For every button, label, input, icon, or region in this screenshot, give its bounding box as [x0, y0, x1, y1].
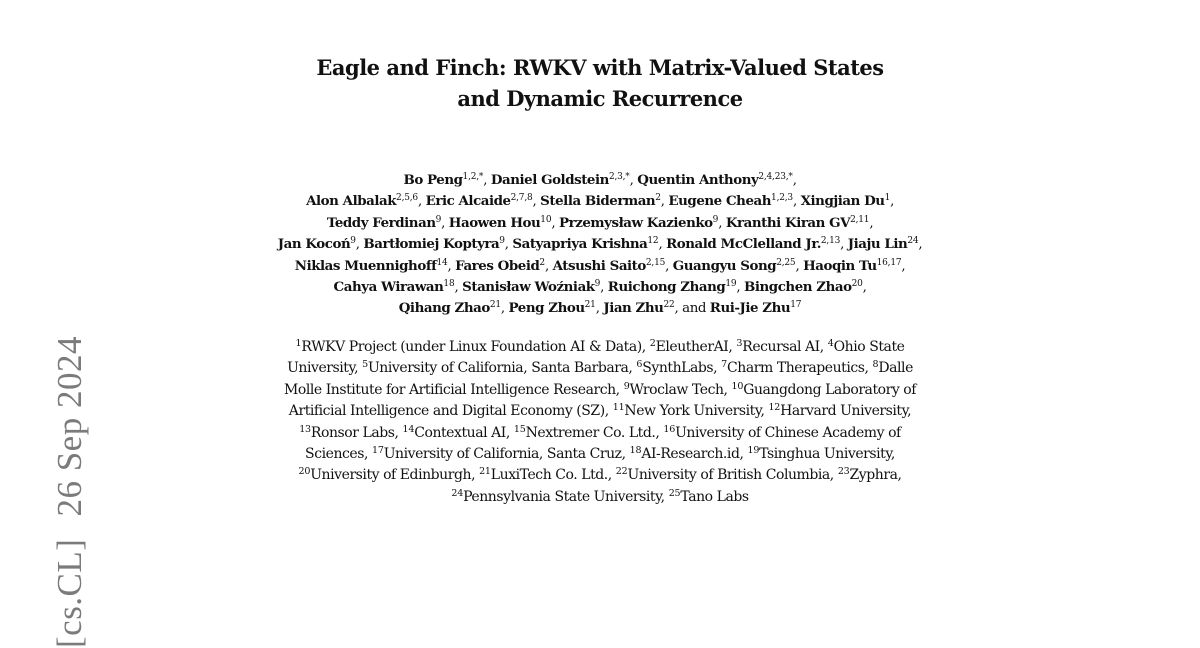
arxiv-date: 26 Sep 2024 — [50, 336, 89, 517]
affiliation-text: Molle Institute for Artificial Intelligence Research, — [283, 381, 624, 398]
affiliation-text: University of Chinese Academy of — [675, 424, 901, 441]
author-line: Niklas Muennighoff$^{14}$, Fares Obeid$^2$, Atsushi Saito$^{2,15}$, Guangyu Song$^{2,25}$, Haoqin Tu$^{16,17}$, — [294, 257, 906, 274]
author-affiliation-marker: 9 — [435, 214, 442, 225]
author-affiliation-marker: 2 — [539, 257, 545, 268]
author-affiliation-marker: 2,11 — [850, 214, 870, 225]
affiliation-number: 15 — [513, 423, 526, 435]
author-name: Niklas Muennighoff — [294, 257, 437, 274]
author-affiliation-marker: 9 — [350, 236, 356, 247]
author-name: Guangyu Song — [672, 257, 777, 274]
affiliation-number: 2 — [649, 338, 656, 349]
affiliation-text: Pennsylvania State University, — [463, 488, 669, 505]
affiliation-number: 6 — [636, 359, 643, 371]
affiliation-line — [180, 337, 1020, 358]
affiliation-number: 19 — [747, 445, 760, 457]
paper-title-line-2: and Dynamic Recurrence — [457, 86, 743, 111]
author-name: Quentin Anthony — [637, 172, 759, 188]
author-line: Jan Kocoń$^9$, Bartłomiej Koptyra$^9$, Satyapriya Krishna$^{12}$, Ronald McClelland Jr.$^{2,13}$, Jiaju Lin$^{24}$, — [277, 236, 923, 253]
author-name: Alon Albalak — [306, 193, 397, 210]
affiliation-text: Artificial Intelligence and Digital Economy (SZ), — [288, 403, 613, 420]
affiliation-text: Tsinghua University, — [759, 446, 895, 463]
affiliation-number: 11 — [612, 402, 625, 414]
author-name: Jan Kocoń — [277, 236, 351, 253]
affiliation-text: Wroclaw Tech, — [629, 381, 732, 398]
paper-title-line-1: Eagle and Finch: RWKV with Matrix-Valued States — [316, 55, 884, 80]
affiliation-text: University of Edinburgh, — [310, 467, 480, 484]
author-list — [180, 170, 1020, 320]
affiliation-number: 16 — [663, 423, 676, 435]
affiliation-text: University of British Columbia, — [627, 467, 838, 484]
author-affiliation-marker: 14 — [436, 257, 448, 268]
affiliation-line — [180, 423, 1020, 444]
affiliation-list — [180, 337, 1020, 508]
affiliation-line — [180, 380, 1020, 401]
author-name: Rui-Jie Zhu — [709, 300, 791, 317]
affiliation-text: Sciences, — [305, 446, 372, 463]
author-name: Jiaju Lin — [847, 236, 908, 253]
author-affiliation-marker: 10 — [540, 214, 552, 225]
affiliation-number: 24 — [451, 487, 464, 499]
author-affiliation-marker: 22 — [663, 300, 675, 311]
affiliation-number: 5 — [362, 359, 368, 371]
affiliation-number: 12 — [768, 402, 781, 414]
affiliation-number: 13 — [299, 423, 311, 435]
author-name: Jian Zhu — [603, 300, 664, 317]
author-line: Bo Peng$^{1,2,*}$, Daniel Goldstein$^{2,3,*}$, Quentin Anthony$^{2,4,23,*}$, — [403, 172, 797, 188]
author-name: Daniel Goldstein — [490, 172, 609, 188]
arxiv-sidebar-stamp — [50, 336, 90, 648]
affiliation-line — [180, 465, 1020, 486]
affiliation-number: 25 — [668, 487, 681, 499]
affiliation-number: 10 — [731, 380, 744, 392]
author-line: Qihang Zhao$^{21}$, Peng Zhou$^{21}$, Jian Zhu$^{22}$, and Rui-Jie Zhu$^{17}$ — [398, 300, 802, 317]
arxiv-category: [cs.CL] — [50, 538, 89, 648]
affiliation-number: 18 — [629, 445, 642, 457]
author-line: Cahya Wirawan$^{18}$, Stanisław Woźniak$^9$, Ruichong Zhang$^{19}$, Bingchen Zhao$^{20}$, — [333, 279, 867, 296]
author-affiliation-marker: 17 — [790, 300, 802, 311]
author-name: Bingchen Zhao — [744, 279, 852, 296]
affiliation-text: Ohio State — [833, 339, 905, 355]
author-affiliation-marker: 9 — [712, 214, 719, 225]
author-name: Bo Peng — [403, 172, 463, 188]
author-name: Bartłomiej Koptyra — [363, 236, 500, 253]
affiliation-number: 3 — [736, 338, 743, 349]
author-affiliation-marker: 2,13 — [820, 236, 841, 247]
author-name: Eric Alcaide — [425, 193, 511, 210]
author-affiliation-marker: 2,3,* — [608, 172, 630, 182]
affiliation-text: Ronsor Labs, — [310, 424, 403, 441]
paper-title — [200, 52, 1000, 114]
author-name: Ronald McClelland Jr. — [666, 236, 821, 253]
affiliation-text: Charm Therapeutics, — [727, 360, 873, 377]
affiliation-number: 4 — [827, 338, 834, 349]
affiliation-text: Contextual AI, — [414, 424, 514, 441]
affiliation-number: 9 — [623, 380, 630, 392]
author-name: Peng Zhou — [508, 300, 585, 317]
affiliation-number: 20 — [298, 466, 311, 478]
author-name: Teddy Ferdinan — [326, 214, 436, 231]
affiliation-text: University of California, Santa Barbara, — [367, 360, 637, 377]
affiliation-line — [180, 358, 1020, 379]
author-affiliation-marker: 24 — [907, 236, 919, 247]
author-name: Przemysław Kazienko — [558, 214, 713, 231]
affiliation-line — [180, 487, 1020, 508]
author-affiliation-marker: 2,7,8 — [510, 193, 533, 204]
affiliation-text: SynthLabs, — [642, 360, 722, 377]
affiliation-line — [180, 444, 1020, 465]
affiliation-text: New York University, — [624, 403, 769, 420]
affiliation-text: Guangdong Laboratory of — [743, 381, 917, 398]
affiliation-text: Harvard University, — [780, 403, 912, 420]
affiliation-number: 22 — [615, 466, 628, 478]
author-name: Xingjian Du — [800, 193, 885, 210]
author-line: Alon Albalak$^{2,5,6}$, Eric Alcaide$^{2,7,8}$, Stella Biderman$^2$, Eugene Cheah$^{1,2,3}$, Xingjian Du$^1$, — [306, 193, 894, 210]
author-affiliation-marker: 12 — [647, 236, 659, 247]
author-affiliation-marker: 18 — [443, 279, 455, 290]
author-name: Satyapriya Krishna — [512, 236, 648, 253]
affiliation-line — [180, 401, 1020, 422]
affiliation-text: Recursal AI, — [742, 339, 828, 355]
affiliation-text: Zyphra, — [849, 467, 902, 484]
author-name: Qihang Zhao — [398, 300, 490, 317]
affiliation-text: University, — [287, 360, 363, 377]
affiliation-text: RWKV Project (under Linux Foundation AI & Data), — [301, 339, 650, 355]
author-name: Fares Obeid — [455, 257, 540, 274]
author-name: Cahya Wirawan — [333, 279, 444, 296]
author-affiliation-marker: 21 — [584, 300, 596, 311]
affiliation-text: Tano Labs — [680, 488, 749, 505]
affiliation-text: LuxiTech Co. Ltd., — [490, 467, 616, 484]
author-name: Stanisław Woźniak — [462, 279, 595, 296]
affiliation-text: University of California, Santa Cruz, — [383, 446, 630, 463]
author-affiliation-marker: 9 — [499, 236, 505, 247]
author-affiliation-marker: 1,2,* — [462, 172, 484, 182]
author-affiliation-marker: 21 — [489, 300, 501, 311]
author-affiliation-marker: 9 — [594, 279, 601, 290]
author-affiliation-marker: 20 — [851, 279, 863, 290]
author-line: Teddy Ferdinan$^9$, Haowen Hou$^{10}$, Przemysław Kazienko$^9$, Kranthi Kiran GV$^{2,11}$, — [326, 214, 874, 231]
affiliation-number: 8 — [872, 359, 879, 371]
author-name: Haowen Hou — [448, 214, 541, 231]
affiliation-number: 17 — [371, 445, 384, 457]
author-name: Ruichong Zhang — [607, 279, 726, 296]
affiliation-number: 23 — [837, 466, 850, 478]
affiliation-text: Nextremer Co. Ltd., — [525, 424, 664, 441]
author-name: Eugene Cheah — [668, 193, 772, 210]
author-affiliation-marker: 2,4,23,* — [758, 172, 793, 182]
author-affiliation-marker: 2,5,6 — [396, 193, 418, 204]
author-affiliation-marker: 16,17 — [876, 257, 902, 268]
affiliation-number: 21 — [479, 466, 491, 478]
affiliation-text: AI-Research.id, — [641, 446, 748, 463]
author-affiliation-marker: 1 — [884, 193, 891, 204]
author-name: Kranthi Kiran GV — [725, 214, 851, 231]
author-name: Haoqin Tu — [803, 257, 877, 274]
affiliation-number: 14 — [402, 423, 415, 435]
author-name: Stella Biderman — [540, 193, 656, 210]
author-affiliation-marker: 2,25 — [776, 257, 796, 268]
author-affiliation-marker: 2 — [655, 193, 661, 204]
affiliation-text: Dalle — [878, 360, 913, 377]
affiliation-number: 7 — [721, 359, 728, 371]
affiliation-text: EleutherAI, — [655, 339, 737, 355]
author-affiliation-marker: 19 — [725, 279, 737, 290]
author-affiliation-marker: 1,2,3 — [771, 193, 793, 204]
author-name: Atsushi Saito — [552, 257, 646, 274]
affiliation-number: 1 — [295, 338, 302, 349]
author-affiliation-marker: 2,15 — [645, 257, 666, 268]
